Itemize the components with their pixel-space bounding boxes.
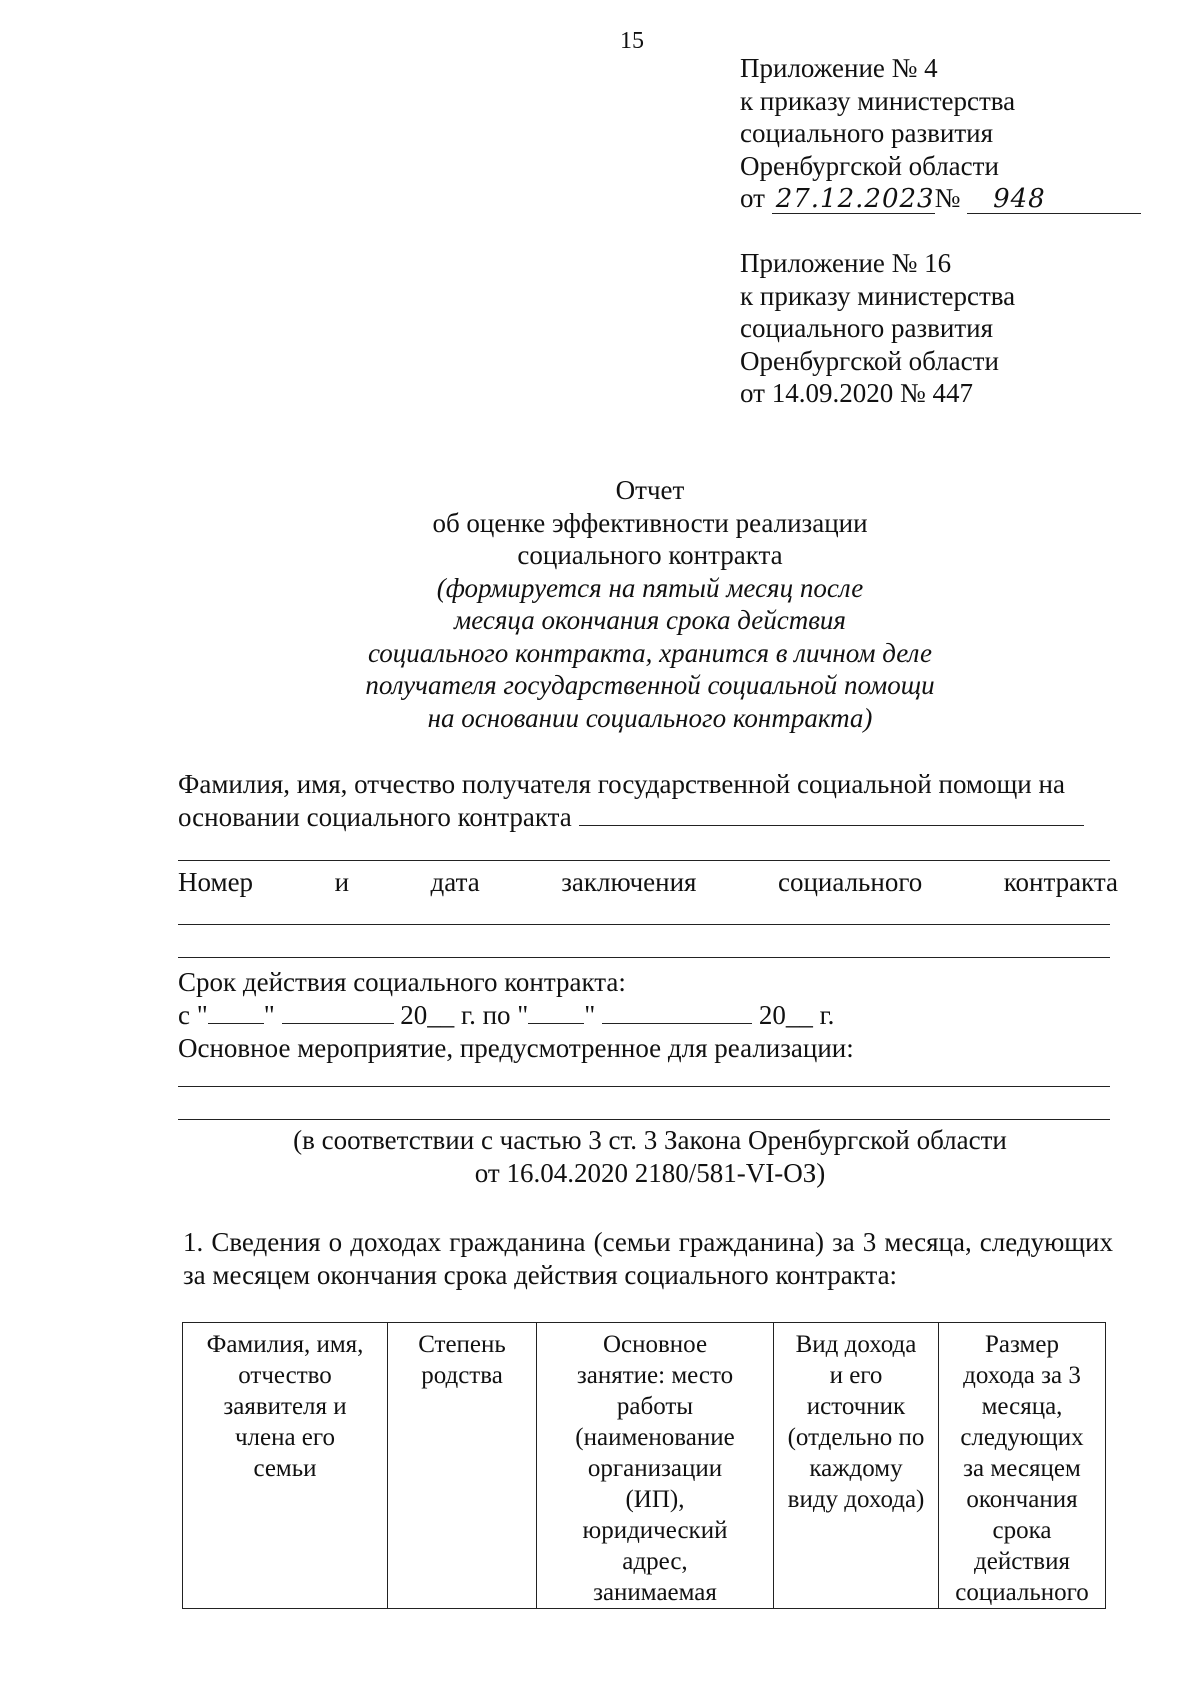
law-note-line: (в соответствии с частью 3 ст. 3 Закона Оренбургской области [293,1125,1007,1155]
recipient-blank-line[interactable] [178,860,1110,861]
term-to-month-blank[interactable] [602,999,752,1024]
contract-blank-line[interactable] [178,924,1110,925]
main-activity-blank-line[interactable] [178,1086,1110,1087]
table-header-cell: Вид дохода и его источник (отдельно по каждому виду дохода) [774,1323,939,1609]
appendix-16-line: Оренбургской области [740,345,999,376]
handwritten-number: 948 [967,185,1141,214]
report-note-line: (формируется на пятый месяц после [436,572,864,603]
appendix-4-line: к приказу министерства [740,85,1016,116]
appendix-4-date-line [740,182,1141,215]
contract-word: социального [777,867,923,897]
report-note-line: получателя государственной социальной помощи [365,670,935,700]
main-activity-label: Основное мероприятие, предусмотренное для реализации: [178,1033,854,1063]
report-note-line: социального контракта, хранится в личном деле [367,637,932,668]
report-title: Отчет [615,475,685,505]
table-header-row [183,1323,1106,1609]
handwritten-date: 27.12.2023 [772,185,935,214]
contract-word: и [334,867,350,897]
date-prefix: от [740,183,765,213]
term-from-year: 20__ г. по " [400,1000,529,1030]
appendix-4-line: Приложение № 4 [740,53,938,83]
contract-word: Номер [178,867,254,897]
term-quote: " [263,1000,275,1030]
table-header-cell: Размер дохода за 3 месяца, следующих за месяцем окончания срока действия социального [939,1323,1106,1609]
term-to-day-blank[interactable] [528,999,584,1024]
appendix-4-block [740,52,1141,215]
appendix-16-line: от 14.09.2020 № 447 [740,378,973,408]
appendix-4-line: Оренбургской области [740,150,999,181]
contract-word: контракта [1003,867,1118,897]
section-1-heading: 1. Сведения о доходах гражданина (семьи гражданина) за 3 месяца, следующих за месяцем окончания срока действия социального контракта: [183,1227,1113,1290]
recipient-field [178,768,1110,834]
main-activity-blank-line[interactable] [178,1119,1110,1120]
term-field [178,966,1110,1065]
report-note-line: на основании социального контракта) [427,702,873,733]
recipient-label-line2: основании социального контракта [178,802,572,832]
number-label: № [934,183,961,213]
report-title-block [150,474,1150,734]
term-from-month-blank[interactable] [282,999,394,1024]
contract-blank-line[interactable] [178,957,1110,958]
law-note [150,1124,1150,1190]
appendix-16-line: Приложение № 16 [740,248,952,278]
report-subtitle-line: социального контракта [517,540,783,570]
term-from-prefix: с " [178,1000,208,1030]
term-label: Срок действия социального контракта: [178,967,626,997]
table-header-cell: Основное занятие: место работы (наименование организации (ИП), юридический адрес, занимаемая [537,1323,774,1609]
appendix-16-line: к приказу министерства [740,280,1016,311]
term-quote: " [584,1000,596,1030]
term-from-day-blank[interactable] [208,999,264,1024]
law-note-line: от 16.04.2020 2180/581-VI-ОЗ) [474,1158,826,1188]
contract-word: дата [430,867,480,897]
appendix-4-line: социального развития [740,118,994,148]
appendix-16-block [740,247,1015,410]
table-header-cell: Степень родства [388,1323,537,1609]
table-header-cell: Фамилия, имя, отчество заявителя и члена его семьи [183,1323,388,1609]
contract-word: заключения [561,867,697,897]
term-to-year: 20__ г. [758,1000,835,1030]
appendix-16-line: социального развития [740,313,994,343]
page-number: 15 [620,28,644,54]
recipient-blank[interactable] [579,801,1084,826]
income-table [182,1322,1106,1609]
report-subtitle-line: об оценке эффективности реализации [432,507,868,538]
recipient-label-line1: Фамилия, имя, отчество получателя государственной социальной помощи на [178,769,1065,799]
report-note-line: месяца окончания срока действия [454,605,846,635]
contract-number-row [178,866,1118,899]
